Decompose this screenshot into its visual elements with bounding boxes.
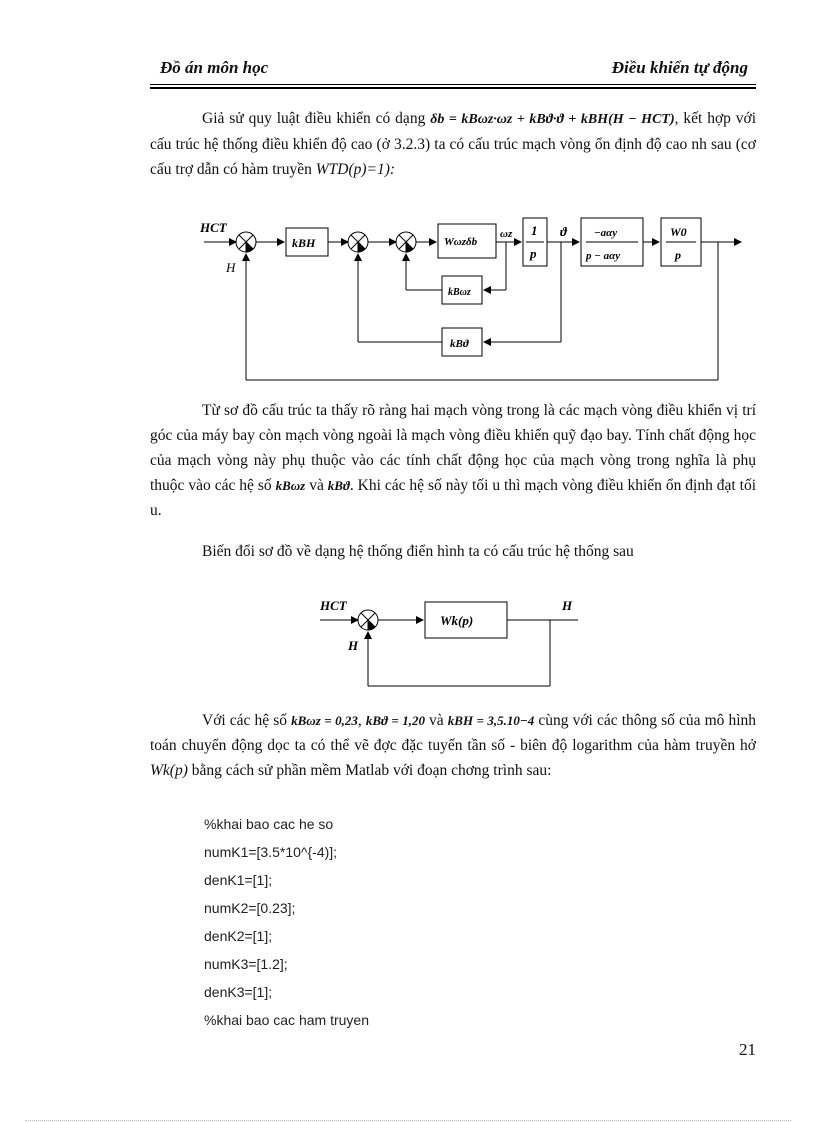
code-line: denK1=[1]; — [204, 872, 273, 888]
para2-text: Từ sơ đồ cấu trúc ta thấy rõ ràng hai mạch vòng trong là các mạch vòng điều khiển vị trí góc của máy bay còn mạch vòng ngoài là mạch vòng điều khiển quỹ đạo bay. Tính chất động học của mạch vòng này phụ thuộc vào các tính chất động học của mạch vòng trong nghĩa là phụ thuộc vào các hệ số — [150, 402, 756, 494]
para4-suffix: cùng với các thông số của mô hình toán chuyển động dọc ta có thể vẽ đợc đặc tuyến tần số - biên độ logarithm của hàm truyền hở — [150, 712, 757, 754]
page-number: 21 — [739, 1040, 756, 1059]
alpha-tf-den: p − aαy — [586, 250, 621, 262]
label-input-hct: HCT — [200, 220, 227, 235]
open-loop-tf: Wk(p) — [150, 762, 188, 779]
paragraph-coefficients — [150, 708, 756, 783]
integrator-num: 1 — [531, 223, 538, 238]
block-W-label: Wωzδb — [444, 236, 478, 248]
header-divider — [150, 84, 756, 85]
para4-and: và — [429, 712, 444, 729]
label-eq-input: HCT — [320, 598, 347, 613]
block-ktheta-label: kBϑ — [450, 338, 469, 350]
w0-tf-num: W0 — [670, 225, 687, 239]
footer-divider — [25, 1120, 791, 1121]
code-line: %khai bao cac ham truyen — [204, 1012, 369, 1028]
para2-end: . Khi các hệ số này tối u thì mạch vòng điều khiển ổn định đạt tối u. — [150, 477, 757, 519]
block-diagram-altitude-loop — [196, 210, 756, 386]
label-eq-output: H — [562, 598, 573, 613]
coef-value-kH: kBH = 3,5.10−4 — [447, 713, 535, 728]
header-title-right: Điều khiển tự động — [611, 58, 748, 77]
para3-text: Biến đổi sơ đồ về dạng hệ thống điển hình ta có cấu trúc hệ thống sau — [202, 543, 634, 560]
code-line: numK3=[1.2]; — [204, 956, 288, 972]
block-kH-label: kBH — [292, 236, 316, 250]
code-line: numK1=[3.5*10^{-4)]; — [204, 844, 338, 860]
coef-ktheta: kBϑ — [327, 478, 350, 493]
code-line: %khai bao cac he so — [204, 816, 334, 832]
label-feedback-h: H — [226, 260, 236, 275]
para1-comma: , — [674, 110, 679, 127]
para1-rest: kết hợp với cấu trúc hệ thống điều khiển độ cao (ở 3.2.3) ta có cấu trúc mạch vòng ổn định độ cao nh sau (cơ cấu trợ dẫn có hàm truyền — [150, 110, 757, 178]
label-wz: ωz — [500, 228, 513, 240]
para2-and: và — [309, 477, 324, 494]
coef-value-kwz: kBωz = 0,23 — [291, 713, 358, 728]
paragraph-transform — [150, 539, 756, 564]
coef-kwz: kBωz — [275, 478, 306, 493]
w0-tf-den: p — [675, 248, 681, 262]
header-divider-thick — [150, 87, 756, 89]
control-law-formula: δb = kBωz·ωz + kBϑ·ϑ + kBH(H − HCT) — [430, 112, 675, 127]
code-line: denK3=[1]; — [204, 984, 273, 1000]
paragraph-structure-analysis — [150, 398, 756, 523]
block-diagram-equivalent — [310, 590, 580, 690]
code-line: denK2=[1]; — [204, 928, 273, 944]
integrator-den: p — [530, 246, 537, 261]
code-line: numK2=[0.23]; — [204, 900, 296, 916]
header-title-left: Đồ án môn học — [160, 58, 269, 77]
alpha-tf-num: −aαy — [594, 227, 618, 239]
label-theta: ϑ — [560, 224, 567, 239]
para4-end: bằng cách sử phần mềm Matlab với đoạn chơng trình sau: — [191, 762, 552, 779]
para4-prefix: Với các hệ số — [202, 712, 288, 729]
para4-sep: , — [357, 712, 362, 729]
servo-transfer-function: WTD(p)=1): — [315, 161, 396, 178]
coef-value-ktheta: kBϑ = 1,20 — [365, 713, 425, 728]
paragraph-control-law — [150, 106, 756, 182]
block-kwz-label: kBωz — [448, 287, 471, 298]
label-eq-feedback: H — [348, 638, 359, 653]
block-Wk-label: Wk(p) — [440, 613, 474, 628]
para1-prefix: Giả sử quy luật điều khiển có dạng — [202, 110, 426, 127]
matlab-code-listing — [204, 816, 369, 1040]
